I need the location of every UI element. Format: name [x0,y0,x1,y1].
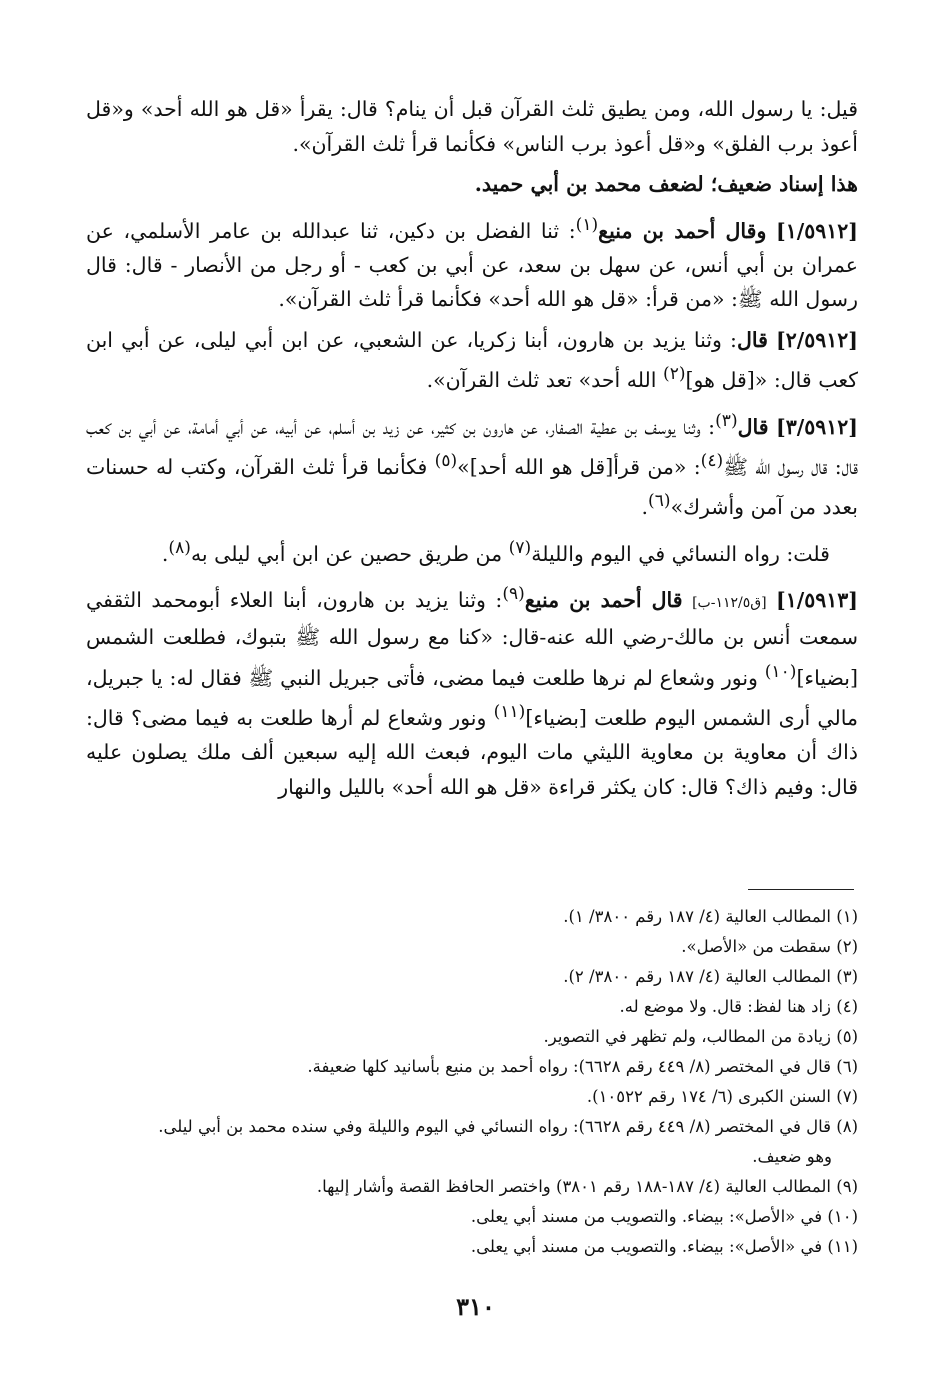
footnote-5: (٥) زيادة من المطالب، ولم تظهر في التصوير. [543,1027,858,1046]
footnote-divider [748,889,854,890]
footnote-mark: (٢) [663,364,686,385]
hadith-head: قال [736,327,768,352]
footnote-mark: (٨) [168,537,191,558]
hadith-text: . [641,495,649,520]
hadith-text: : ثنا الفضل بن دكين، ثنا عبدالله بن عامر الأسلمي، عن عمران بن أبي أنس، عن سهل بن سعد، عن أبي بن كعب - أو رجل من الأنصار - قال: قال رسول الله ﷺ: «من قرأ: «قل هو الله أحد» فكأنما قرأ ثلث القرآن». [86,218,858,312]
footnote-3: (٣) المطالب العالية (٤/ ١٨٧ رقم ٣٨٠٠/ ٢). [563,967,858,986]
footnote-mark: (١١) [493,702,526,723]
footnote-1: (١) المطالب العالية (٤/ ١٨٧ رقم ٣٨٠٠/ ١). [563,907,858,926]
commentary [86,531,858,571]
footnotes [86,902,858,1262]
hadith-5912-1 [86,208,858,317]
hadith-head: قال [737,414,769,439]
hadith-ref: [١/٥٩١٣] [776,587,858,612]
page-number: ٣١٠ [456,1292,495,1321]
hadith-head: قال أحمد بن منيع [524,587,683,612]
footnote-8: (٨) قال في المختصر (٨/ ٤٤٩ رقم ٦٦٢٨): رواه النسائي في اليوم والليلة وفي سنده محمد بن أبي ليلى. [158,1117,858,1136]
hadith-head: وقال أحمد بن منيع [598,218,767,243]
commentary-text: قلت: رواه النسائي في اليوم والليلة [531,541,830,566]
footnote-8-continued: وهو ضعيف. [752,1147,832,1166]
hadith-ref: [٢/٥٩١٢] [776,327,858,352]
footnote-mark: (٤) [700,450,724,471]
hadith-5912-3 [86,404,858,525]
commentary-text: . [161,541,169,566]
footnote-mark: (٥) [434,450,458,471]
footnote-9: (٩) المطالب العالية (٤/ ١٨٧-١٨٨ رقم ٣٨٠١) واختصر الحافظ القصة وأشار إليها. [316,1177,858,1196]
footnote-mark: (٧) [508,537,532,558]
footnote-6: (٦) قال في المختصر (٨/ ٤٤٩ رقم ٦٦٢٨): رواه أحمد بن منيع بأسانيد كلها ضعيفة. [307,1057,858,1076]
hadith-text: : وثنا يزيد بن هارون، أبنا العلاء أبومحمد الثقفي سمعت أنس بن مالك-رضي الله عنه-قال: «كنا مع رسول الله ﷺ بتبوك، فطلعت الشمس [بضياء] [86,587,858,690]
commentary-text: من طريق حصين عن ابن أبي ليلى به [190,541,509,566]
hadith-ref: [١/٥٩١٢] [776,218,858,243]
footnote-mark: (٣) [715,410,738,431]
footnote-mark: (١) [575,214,599,235]
footnote-mark: (١٠) [764,661,797,682]
hadith-text: : وثنا يوسف بن عطية الصفار، عن هارون بن كثير، عن زيد بن أسلم، عن أبيه، عن أبي أمامة، عن أبي بن كعب قال: قال رسول الله ﷺ [86,414,858,479]
footnote-7: (٧) السنن الكبرى (٦/ ١٧٤ رقم ١٠٥٢٢). [586,1087,858,1106]
hadith-ref: [٣/٥٩١٢] [776,414,858,439]
manuscript-ref: [ق١١٢/٥-ب] [692,594,767,611]
footnote-mark: (٩) [502,583,525,604]
hadith-5912-2 [86,323,858,398]
footnote-2: (٢) سقطت من «الأصل». [681,937,858,956]
footnote-4: (٤) زاد هنا لفظ: قال. ولا موضع له. [619,997,858,1016]
paragraph-1: قيل: يا رسول الله، ومن يطيق ثلث القرآن قبل أن ينام؟ قال: يقرأ «قل هو الله أحد» و«قل أعوذ برب الفلق» و«قل أعوذ برب الناس» فكأنما قرأ ثلث القرآن». [86,97,858,156]
hadith-text: : «من قرأ[قل هو الله أحد]» [457,454,701,479]
footnote-11: (١١) في «الأصل»: بيضاء. والتصويب من مسند أبي يعلى. [470,1237,858,1256]
hadith-text: فكأنما قرأ ثلث القرآن، وكتب له حسنات بعدد من آمن وأشرك» [86,454,858,520]
footnote-10: (١٠) في «الأصل»: بيضاء. والتصويب من مسند أبي يعلى. [470,1207,858,1226]
hadith-text: الله أحد» تعد ثلث القرآن». [426,368,664,393]
hadith-text: ونور وشعاع لم نرها طلعت فيما مضى، فأتى جبريل النبي ﷺ فقال له: يا جبريل، مالي أرى الشمس اليوم طلعت [بضياء] [86,665,858,730]
footnote-mark: (٦) [648,491,671,512]
paragraph-2: هذا إسناد ضعيف؛ لضعف محمد بن أبي حميد. [474,172,858,196]
hadith-text: : وثنا يزيد بن هارون، أبنا زكريا، عن الشعبي، عن ابن أبي ليلى، عن أبي ابن كعب قال: «[قل هو] [86,327,858,393]
hadith-text: ونور وشعاع لم أرها طلعت به فيما مضى؟ قال: ذاك أن معاوية بن معاوية الليثي مات اليوم، فبعث الله إليه سبعين ألف ملك يصلون عليه قال: وفيم ذاك؟ قال: كان يكثر قراءة «قل هو الله أحد» بالليل والنهار [86,705,858,799]
main-text [86,92,858,810]
hadith-5913-1 [86,577,858,804]
